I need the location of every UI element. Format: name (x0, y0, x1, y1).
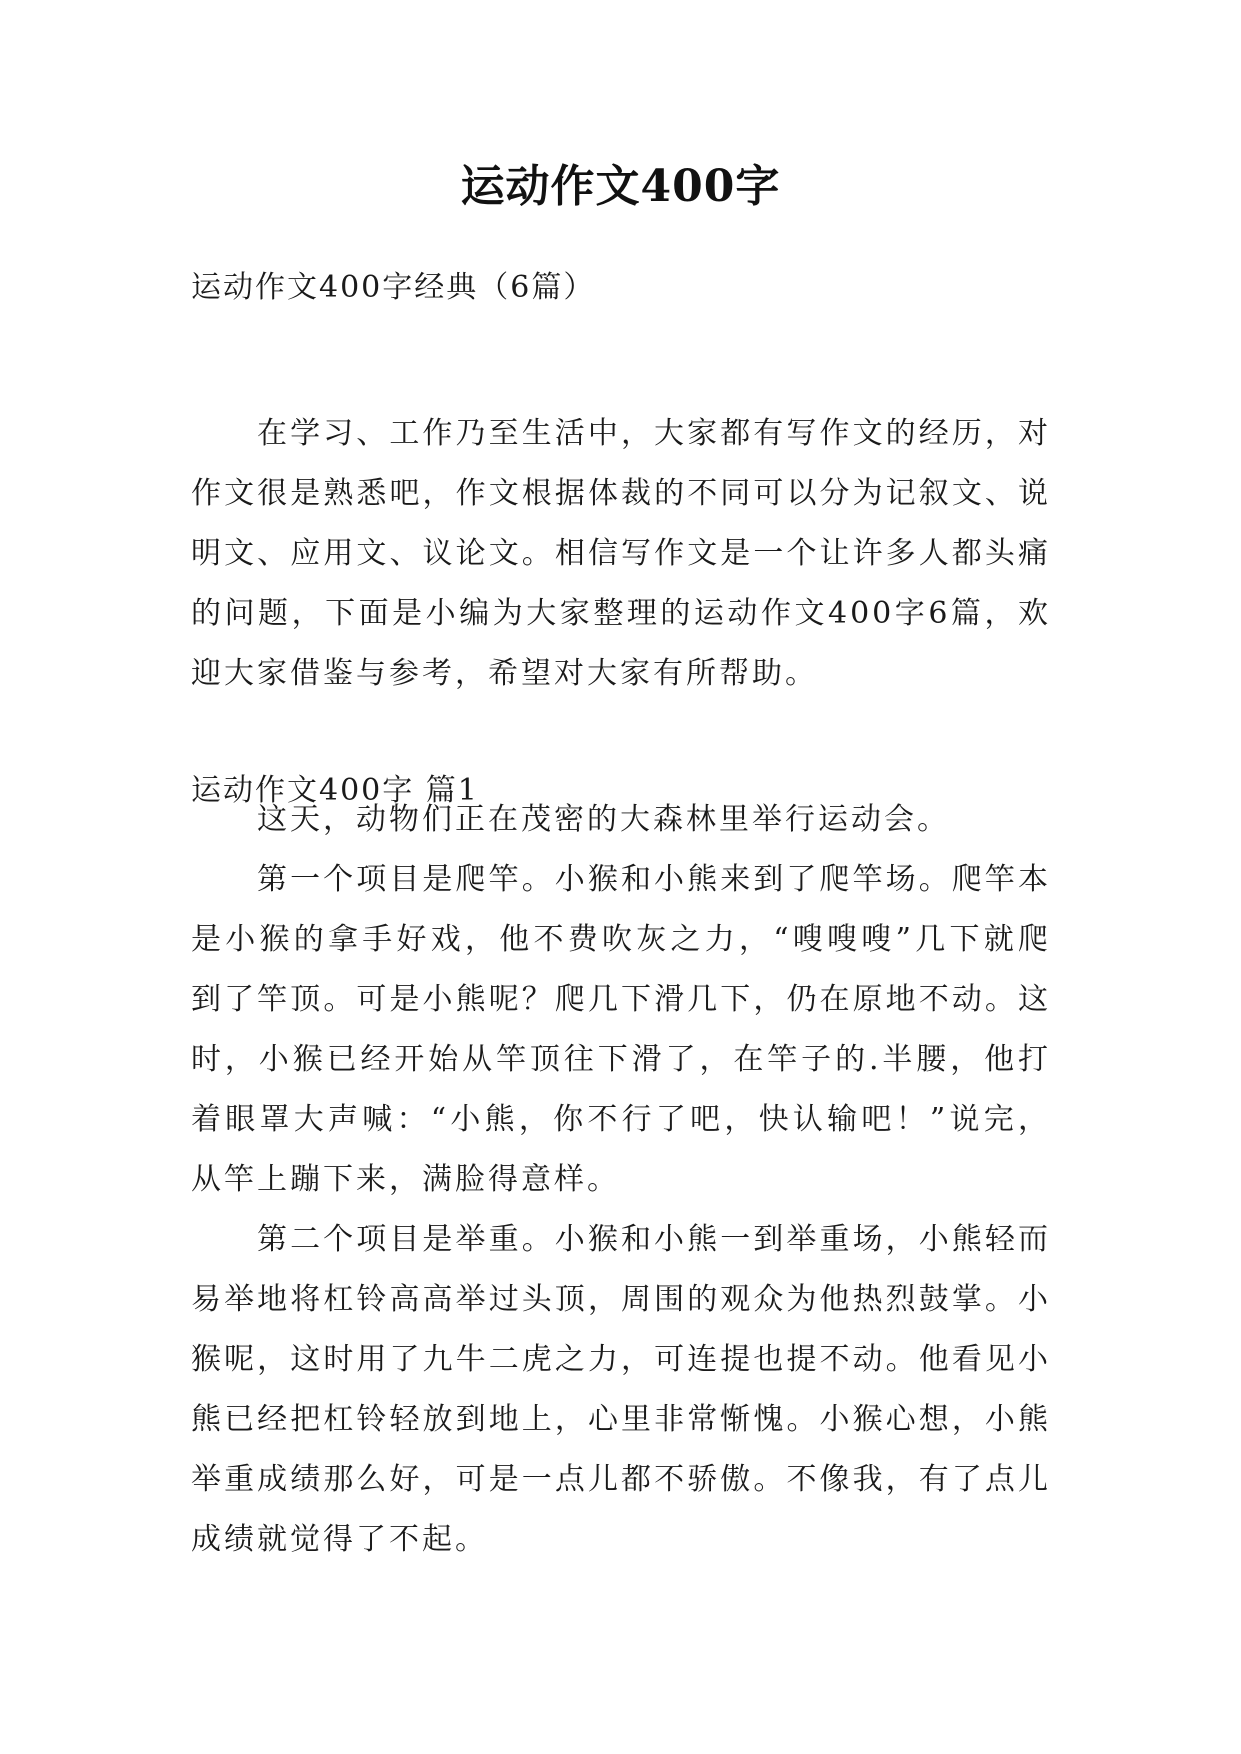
section-paragraph: 第一个项目是爬竿。小猴和小熊来到了爬竿场。爬竿本是小猴的拿手好戏，他不费吹灰之力，“嗖嗖嗖”几下就爬到了竿顶。可是小熊呢？爬几下滑几下，仍在原地不动。这时，小猴已经开始从竿顶往下滑了，在竿子的.半腰，他打着眼罩大声喊：“小熊，你不行了吧，快认输吧！”说完，从竿上蹦下来，满脸得意样。 (191, 862, 1051, 1197)
intro-paragraph: 在学习、工作乃至生活中，大家都有写作文的经历，对作文很是熟悉吧，作文根据体裁的不同可以分为记叙文、说明文、应用文、议论文。相信写作文是一个让许多人都头痛的问题，下面是小编为大家整理的运动作文400字6篇，欢迎大家借鉴与参考，希望对大家有所帮助。 (191, 416, 1051, 691)
section-paragraph: 第二个项目是举重。小猴和小熊一到举重场，小熊轻而易举地将杠铃高高举过头顶，周围的观众为他热烈鼓掌。小猴呢，这时用了九牛二虎之力，可连提也提不动。他看见小熊已经把杠铃轻放到地上，心里非常惭愧。小猴心想，小熊举重成绩那么好，可是一点儿都不骄傲。不像我，有了点儿成绩就觉得了不起。 (191, 1222, 1051, 1557)
document-title: 运动作文400字 (460, 161, 781, 212)
document-subtitle: 运动作文400字经典（6篇） (191, 270, 596, 305)
section-heading: 运动作文400字 篇1 (191, 773, 479, 808)
section-body (191, 790, 1051, 1570)
section-paragraph: 这天，动物们正在茂密的大森林里举行运动会。 (257, 802, 950, 837)
